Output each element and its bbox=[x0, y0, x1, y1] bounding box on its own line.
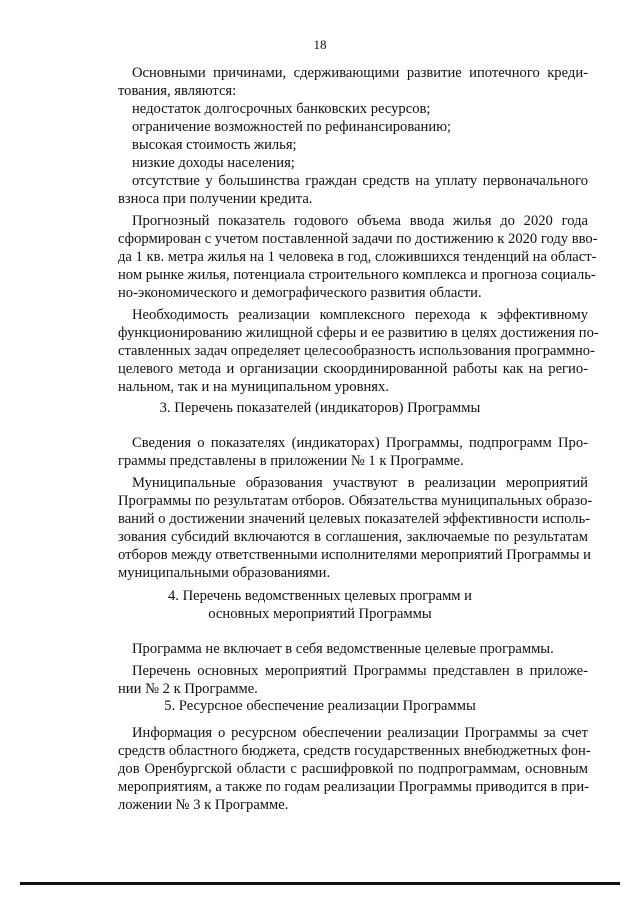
text-line: взноса при получении кредита. bbox=[118, 191, 313, 207]
text-line: Программы по результатам отборов. Обязательства муниципальных образо- bbox=[118, 493, 593, 509]
list-item: отсутствие у большинства граждан средств на уплату первоначального bbox=[132, 173, 588, 189]
list-item: высокая стоимость жилья; bbox=[132, 137, 297, 153]
text-line: Необходимость реализации комплексного перехода к эффективному bbox=[132, 307, 588, 323]
text-line: Сведения о показателях (индикаторах) Программы, подпрограмм Про- bbox=[132, 435, 588, 451]
text-line: ложении № 3 к Программе. bbox=[118, 797, 289, 813]
text-line: муниципальными образованиями. bbox=[118, 565, 331, 581]
list-item: недостаток долгосрочных банковских ресурсов; bbox=[132, 101, 431, 117]
text-line: Муниципальные образования участвуют в реализации мероприятий bbox=[132, 475, 588, 491]
section-heading: 3. Перечень показателей (индикаторов) Программы bbox=[159, 400, 481, 416]
text-line: Информация о ресурсном обеспечении реализации Программы за счет bbox=[132, 725, 588, 741]
page-number: 18 bbox=[313, 37, 327, 52]
text-line: мероприятиям, а также по годам реализации Программы приводится в при- bbox=[118, 779, 589, 795]
section-heading: основных мероприятий Программы bbox=[208, 606, 432, 622]
section-heading: 5. Ресурсное обеспечение реализации Программы bbox=[164, 698, 476, 714]
section-heading: 4. Перечень ведомственных целевых программ и bbox=[167, 588, 472, 604]
text-line: зования субсидий включаются в соглашения, заключаемые по результатам bbox=[118, 529, 588, 545]
text-line: Прогнозный показатель годового объема ввода жилья до 2020 года bbox=[132, 213, 588, 229]
text-line: ваний о достижении значений целевых показателей эффективности исполь- bbox=[118, 511, 591, 527]
text-line: целевого метода и организации скоординированной работы как на регио- bbox=[118, 361, 588, 377]
text-line: но-экономического и демографического развития области. bbox=[118, 285, 482, 301]
bottom-rule bbox=[20, 882, 620, 885]
text-line: нии № 2 к Программе. bbox=[118, 681, 258, 697]
text-line: Программа не включает в себя ведомственные целевые программы. bbox=[132, 641, 554, 657]
text-line: нальном, так и на муниципальном уровнях. bbox=[118, 379, 389, 395]
text-line: Основными причинами, сдерживающими развитие ипотечного креди- bbox=[132, 65, 588, 81]
text-line: граммы представлены в приложении № 1 к Программе. bbox=[118, 453, 464, 469]
text-line: тования, являются: bbox=[118, 83, 237, 99]
text-line: ставленных задач определяет целесообразность использования программно- bbox=[118, 343, 595, 359]
text-line: да 1 кв. метра жилья на 1 человека в год, сложившихся тенденций на област- bbox=[118, 249, 597, 265]
text-line: дов Оренбургской области с расшифровкой по подпрограммам, основным bbox=[118, 761, 588, 777]
text-line: ном рынке жилья, потенциала строительного комплекса и прогноза социаль- bbox=[118, 267, 596, 283]
text-line: отборов между ответственными исполнителями мероприятий Программы и bbox=[118, 547, 591, 563]
list-item: низкие доходы населения; bbox=[132, 155, 295, 171]
text-line: сформирован с учетом поставленной задачи по достижению к 2020 году вво- bbox=[118, 231, 598, 247]
list-item: ограничение возможностей по рефинансированию; bbox=[132, 119, 452, 135]
text-line: Перечень основных мероприятий Программы представлен в приложе- bbox=[132, 663, 588, 679]
text-line: функционированию жилищной сферы и ее развитию в целях достижения по- bbox=[118, 325, 599, 341]
text-line: средств областного бюджета, средств государственных внебюджетных фон- bbox=[118, 743, 591, 759]
